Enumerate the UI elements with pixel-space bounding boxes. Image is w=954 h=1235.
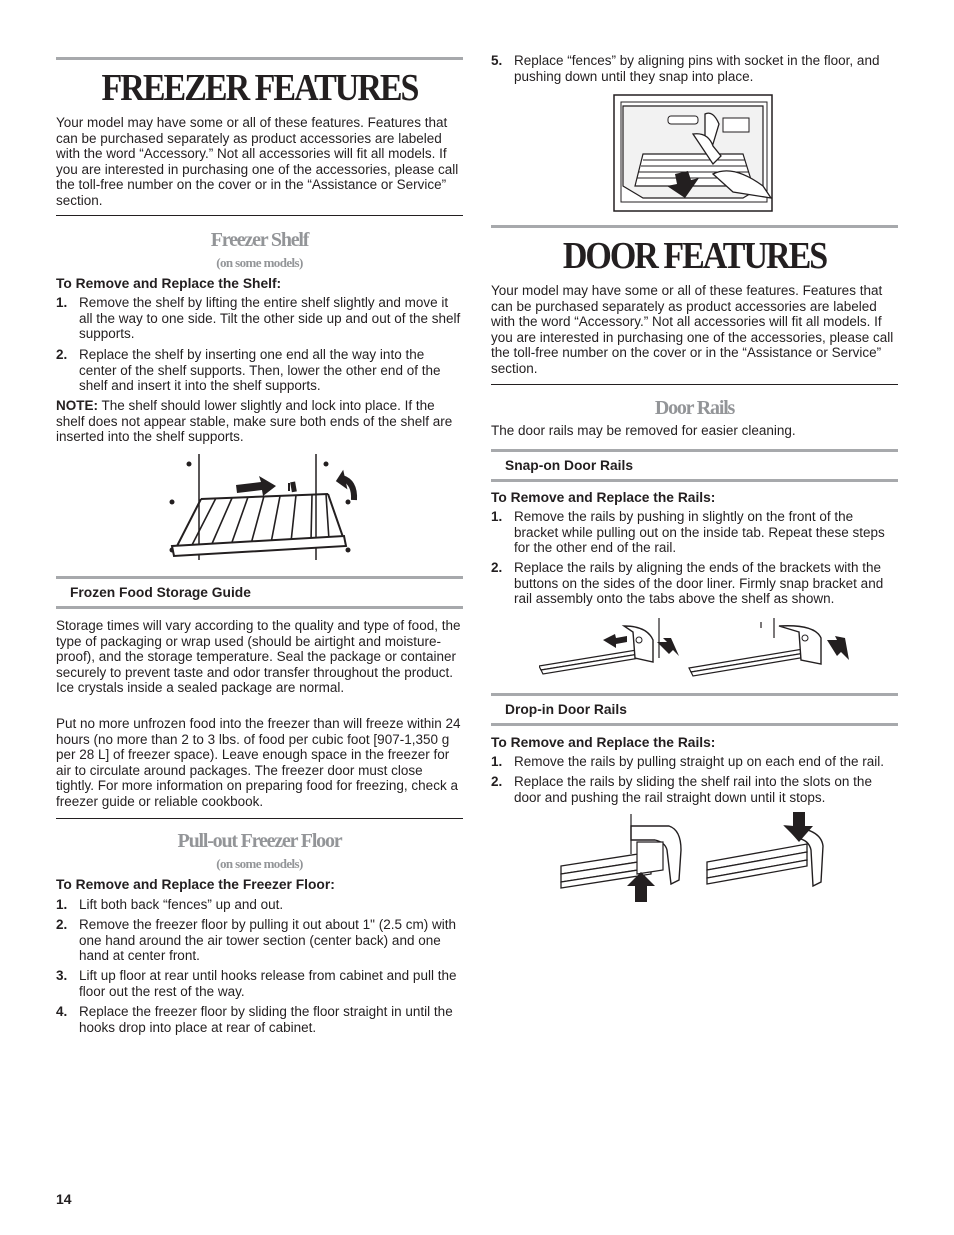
- freezer-floor-illustration: [613, 94, 773, 212]
- snap-on-heading: Snap-on Door Rails: [505, 458, 634, 473]
- drop-in-subheading: To Remove and Replace the Rails:: [491, 735, 716, 750]
- top-rule: [56, 57, 463, 60]
- freezer-shelf-title: Freezer Shelf: [210, 229, 309, 251]
- list-item: 1. Remove the shelf by lifting the entire shelf slightly and move it all the way to one side. Tilt the other side up and out of the shelf supports.: [56, 295, 461, 342]
- snap-on-subheading: To Remove and Replace the Rails:: [491, 490, 716, 505]
- storage-para-2: Put no more unfrozen food into the freezer than will freeze within 24 hours (no more than 2 to 3 lbs. of food per cubic foot [907-1,350 g per 28 L] of freezer space). Leave enough space in the freezer for air to circulate around packages. The freezer door must close tightly. For more information on preparing food for freezing, check a freezer guide or reliable cookbook.: [56, 716, 461, 809]
- freezer-features-title: FREEZER FEATURES: [101, 67, 418, 110]
- band-rule-bottom: [491, 723, 898, 726]
- band-rule-top: [491, 449, 898, 452]
- page-number: 14: [56, 1191, 72, 1207]
- list-item: 4. Replace the freezer floor by sliding the floor straight in until the hooks drop into place at rear of cabinet.: [56, 1004, 453, 1035]
- list-item: 3. Lift up floor at rear until hooks release from cabinet and pull the floor out the rest of the way.: [56, 968, 457, 999]
- shelf-note: NOTE: The shelf should lower slightly and lock into place. If the shelf does not appear stable, make sure both ends of the shelf are inserted into the shelf supports.: [56, 398, 453, 445]
- divider: [491, 384, 898, 385]
- band-rule-top: [56, 576, 463, 579]
- list-item: 2. Replace the rails by sliding the shelf rail into the slots on the door and pushing the rail straight down until it stops.: [491, 774, 872, 805]
- band-rule-top: [491, 693, 898, 696]
- shelf-illustration: [166, 452, 366, 562]
- door-features-title: DOOR FEATURES: [562, 235, 827, 278]
- freezer-shelf-subtitle: (on some models): [216, 255, 303, 270]
- door-rails-title: Door Rails: [654, 397, 735, 419]
- drop-in-heading: Drop-in Door Rails: [505, 702, 627, 717]
- door-rails-intro: The door rails may be removed for easier cleaning.: [491, 423, 796, 438]
- freezer-floor-title: Pull-out Freezer Floor: [177, 830, 342, 852]
- list-item: 1. Remove the rails by pushing in slightly on the front of the bracket while pulling out on the inside tab. Repeat these steps for the other end of the rail.: [491, 509, 885, 556]
- list-item: 1. Lift both back “fences” up and out.: [56, 897, 284, 912]
- freezer-floor-subtitle: (on some models): [216, 856, 303, 871]
- storage-guide-heading: Frozen Food Storage Guide: [70, 585, 251, 600]
- storage-para-1: Storage times will vary according to the quality and type of food, the type of packaging or wrap used (should be airtight and moisture-proof), and the storage temperature. Seal the package or container securely to prevent taste and odor transfer throughout the product. Ice crystals inside a sealed package are normal.: [56, 618, 461, 696]
- top-rule: [491, 225, 898, 228]
- freezer-intro: Your model may have some or all of these features. Features that can be purchased separately as product accessories are labeled with the word “Accessory.” Not all accessories will fit all models. If you are interested in purchasing one of the accessories, please call the toll-free number on the cover or in the “Assistance or Service” section.: [56, 115, 459, 208]
- list-item: 5. Replace “fences” by aligning pins with socket in the floor, and pushing down until they snap into place.: [491, 53, 880, 84]
- list-item: 2. Replace the rails by aligning the ends of the brackets with the buttons on the sides of the door liner. Firmly snap bracket and rail assembly onto the tabs above the shelf as shown.: [491, 560, 884, 607]
- divider: [56, 818, 463, 819]
- list-item: 2. Remove the freezer floor by pulling it out about 1" (2.5 cm) with one hand around the air tower section (center back) and one hand at center front.: [56, 917, 456, 964]
- band-rule-bottom: [491, 479, 898, 482]
- list-item: 2. Replace the shelf by inserting one end all the way into the center of the shelf supports. Then, lower the other end of the shelf and insert it into the shelf supports.: [56, 347, 441, 394]
- drop-in-rails-illustration: [559, 810, 829, 906]
- list-item: 1. Remove the rails by pulling straight up on each end of the rail.: [491, 754, 884, 769]
- floor-heading: To Remove and Replace the Freezer Floor:: [56, 877, 335, 892]
- shelf-heading: To Remove and Replace the Shelf:: [56, 276, 282, 291]
- divider: [56, 215, 463, 216]
- band-rule-bottom: [56, 606, 463, 609]
- snap-on-rails-illustration: [539, 618, 879, 678]
- door-intro: Your model may have some or all of these features. Features that can be purchased separately as product accessories are labeled with the word “Accessory.” Not all accessories will fit all models. If you are interested in purchasing one of the accessories, please call the toll-free number on the cover or in the “Assistance or Service” section.: [491, 283, 894, 376]
